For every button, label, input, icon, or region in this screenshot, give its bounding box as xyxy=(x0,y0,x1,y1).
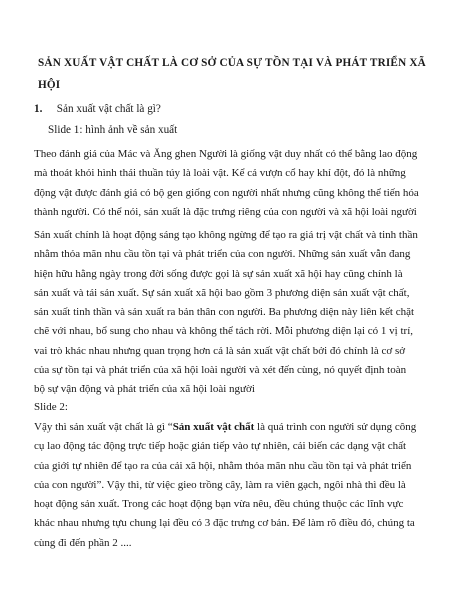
paragraph-3 xyxy=(34,418,444,553)
paragraph-line-first xyxy=(34,418,444,437)
paragraph-line: động vật được đánh giá có bộ gen giống con người nhất nhưng cũng không thể tiến hóa xyxy=(34,186,419,199)
paragraph-line: cùng đi đến phần 2 .... xyxy=(34,536,132,549)
paragraph-line: của con người”. Vậy thì, từ việc gieo trồng cây, làm ra viên gạch, ngôi nhà thì đều là xyxy=(34,478,406,491)
paragraph-line: của sự tồn tại và phát triển của xã hội loài người và xét đến cùng, nó quyết định toàn xyxy=(34,364,407,377)
slide2-label: Slide 2: xyxy=(34,401,68,413)
paragraph-line: nhằm thỏa mãn nhu cầu tồn tại và phát triển của con người. Những sản xuất vẫn đang xyxy=(34,248,411,261)
paragraph-line: mà thoát khỏi hình thái thuần túy là loài vật. Kể cả vượn cổ hay khỉ đột, đó là những xyxy=(34,167,406,180)
title-line-2: HỘI xyxy=(38,79,61,91)
document-title xyxy=(38,52,448,96)
paragraph-line: Sản xuất chính là hoạt động sáng tạo không ngừng để tạo ra giá trị vật chất và tinh thần xyxy=(34,229,418,241)
definition-suffix: là quá trình con người sử dụng công xyxy=(254,421,417,433)
title-line-1: SẢN XUẤT VẬT CHẤT LÀ CƠ SỞ CỦA SỰ TỒN TẠI VÀ PHÁT TRIỂN XÃ xyxy=(38,57,426,69)
paragraph-line: Theo đánh giá của Mác và Ăng ghen Người là giống vật duy nhất có thể bằng lao động xyxy=(34,148,418,160)
paragraph-line: hoạt động sản xuất. Trong các hoạt động bạn vừa nêu, đều chúng thuộc các lĩnh vực xyxy=(34,498,404,511)
slide1-label: Slide 1: hình ảnh về sản xuất xyxy=(48,124,178,136)
section-number: 1. xyxy=(34,103,43,115)
section-heading xyxy=(34,101,161,117)
paragraph-line: cụ lao động tác động trực tiếp hoặc gián tiếp vào tự nhiên, cải biến các dạng vật chất xyxy=(34,440,407,453)
paragraph-line: của giới tự nhiên để tạo ra của cải xã hội, nhằm thỏa mãn nhu cầu tồn tại và phát triển xyxy=(34,459,412,472)
paragraph-line: hiện hữu hằng ngày trong đời sống được gọi là sự sản xuất xã hội hay cũng chính là xyxy=(34,267,403,280)
paragraph-2 xyxy=(34,226,444,400)
paragraph-line: chẽ với nhau, bổ sung cho nhau và không thể tách rời. Mỗi phương diện lại có 1 vị trí, xyxy=(34,325,414,338)
paragraph-line: thành người. Có thể nói, sản xuất là đặc trưng riêng của con người và xã hội loài người xyxy=(34,205,417,218)
paragraph-line: bộ sự vận động và phát triển của xã hội loài người xyxy=(34,383,255,396)
definition-prefix: Vậy thì sản xuất vật chất là gì “ xyxy=(34,421,173,433)
section-heading-text: Sản xuất vật chất là gì? xyxy=(56,103,161,115)
paragraph-line: khác nhau nhưng tựu chung lại đều có 3 đặc trưng cơ bản. Để làm rõ điều đó, chúng ta xyxy=(34,517,415,530)
paragraph-line: sản xuất và tái sản xuất. Sự sản xuất xã hội bao gồm 3 phương diện sản xuất vật chất, xyxy=(34,286,410,299)
definition-term: Sản xuất vật chất xyxy=(172,421,255,433)
paragraph-line: vai trò khác nhau nhưng quan trọng hơn cả là sản xuất vật chất bởi đó chính là cơ sở xyxy=(34,344,406,357)
paragraph-line: sản xuất tinh thần và sản xuất ra bản thân con người. Ba phương diện này liên kết chặt xyxy=(34,306,415,319)
paragraph-1 xyxy=(34,145,444,222)
